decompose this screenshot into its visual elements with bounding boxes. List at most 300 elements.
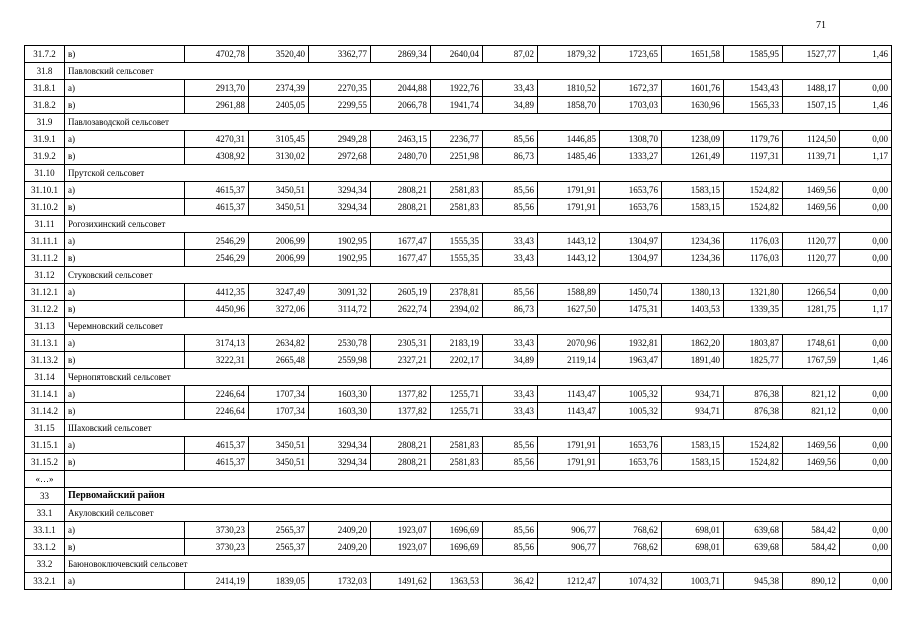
row-code: 31.12.1 [25,284,65,301]
row-code: 31.11 [25,216,65,233]
value-cell: 1791,91 [538,437,600,454]
value-cell: 1524,82 [724,437,783,454]
value-cell: 0,00 [840,199,892,216]
value-cell: 1176,03 [724,250,783,267]
table-row [25,216,892,233]
value-cell: 3272,06 [249,301,309,318]
value-cell: 1403,53 [662,301,724,318]
value-cell: 1603,30 [309,386,371,403]
value-cell: 85,56 [483,454,538,471]
value-cell: 1963,47 [600,352,662,369]
value-cell: 1176,03 [724,233,783,250]
table-row [25,267,892,284]
table-row [25,505,892,522]
value-cell: 1748,61 [783,335,840,352]
row-code: 31.7.2 [25,46,65,63]
row-code: 33.1 [25,505,65,522]
value-cell: 4308,92 [185,148,249,165]
value-cell: 2622,74 [371,301,431,318]
value-cell: 2119,14 [538,352,600,369]
value-cell: 890,12 [783,573,840,590]
table-row [25,369,892,386]
value-cell: 36,42 [483,573,538,590]
row-subtype: а) [65,182,185,199]
value-cell: 2581,83 [431,454,483,471]
value-cell: 85,56 [483,522,538,539]
value-cell: 2559,98 [309,352,371,369]
value-cell: 1862,20 [662,335,724,352]
value-cell: 1261,49 [662,148,724,165]
page-number: 71 [816,20,826,31]
value-cell: 2605,19 [371,284,431,301]
table-row [25,420,892,437]
value-cell: 2202,17 [431,352,483,369]
value-cell: 1524,82 [724,199,783,216]
section-title: Рогозихинский сельсовет [65,216,892,233]
value-cell: 1603,30 [309,403,371,420]
value-cell: 2808,21 [371,182,431,199]
value-cell: 2246,64 [185,386,249,403]
row-code: 33.1.1 [25,522,65,539]
value-cell: 1507,15 [783,97,840,114]
row-subtype: в) [65,403,185,420]
table-row [25,318,892,335]
value-cell: 2808,21 [371,437,431,454]
value-cell: 934,71 [662,403,724,420]
value-cell: 85,56 [483,199,538,216]
value-cell: 1234,36 [662,233,724,250]
value-cell: 2565,37 [249,522,309,539]
table-row [25,131,892,148]
value-cell: 2949,28 [309,131,371,148]
value-cell: 1333,27 [600,148,662,165]
value-cell: 821,12 [783,403,840,420]
row-subtype: а) [65,284,185,301]
value-cell: 639,68 [724,539,783,556]
table-row [25,539,892,556]
row-code: 31.14.1 [25,386,65,403]
row-subtype: в) [65,454,185,471]
value-cell: 0,00 [840,539,892,556]
row-subtype: а) [65,335,185,352]
row-code: 31.15.2 [25,454,65,471]
value-cell: 2480,70 [371,148,431,165]
value-cell: 0,00 [840,454,892,471]
value-cell: 0,00 [840,386,892,403]
value-cell: 1653,76 [600,437,662,454]
value-cell: 1234,36 [662,250,724,267]
value-cell: 1469,56 [783,182,840,199]
value-cell: 768,62 [600,539,662,556]
section-title: Павловский сельсовет [65,63,892,80]
value-cell: 2634,82 [249,335,309,352]
value-cell: 3450,51 [249,454,309,471]
value-cell: 2270,35 [309,80,371,97]
value-cell: 1791,91 [538,454,600,471]
value-cell: 876,38 [724,403,783,420]
value-cell: 1923,07 [371,522,431,539]
row-code: 31.15 [25,420,65,437]
value-cell: 1583,15 [662,182,724,199]
value-cell: 3130,02 [249,148,309,165]
value-cell: 2581,83 [431,182,483,199]
value-cell: 33,43 [483,335,538,352]
table-row [25,63,892,80]
value-cell: 1446,85 [538,131,600,148]
row-subtype: в) [65,199,185,216]
value-cell: 2409,20 [309,522,371,539]
value-cell: 3520,40 [249,46,309,63]
row-subtype: в) [65,539,185,556]
value-cell: 2869,34 [371,46,431,63]
value-cell: 2183,19 [431,335,483,352]
value-cell: 2006,99 [249,233,309,250]
value-cell: 1767,59 [783,352,840,369]
value-cell: 1238,09 [662,131,724,148]
value-cell: 2006,99 [249,250,309,267]
value-cell: 1703,03 [600,97,662,114]
value-cell: 2972,68 [309,148,371,165]
value-cell: 1524,82 [724,454,783,471]
row-code: 31.9.1 [25,131,65,148]
table-row [25,97,892,114]
value-cell: 1,46 [840,352,892,369]
value-cell: 1791,91 [538,199,600,216]
value-cell: 0,00 [840,131,892,148]
table-row [25,284,892,301]
table-row [25,199,892,216]
row-code: 31.10 [25,165,65,182]
value-cell: 1543,43 [724,80,783,97]
value-cell: 1527,77 [783,46,840,63]
table-row [25,165,892,182]
table-row [25,250,892,267]
row-code: 31.8.2 [25,97,65,114]
table-row [25,301,892,318]
value-cell: 1074,32 [600,573,662,590]
value-cell: 945,38 [724,573,783,590]
value-cell: 33,43 [483,250,538,267]
row-code: 31.14.2 [25,403,65,420]
section-title: Баюновоключевский сельсовет [65,556,892,573]
value-cell: 1005,32 [600,403,662,420]
value-cell: 1485,46 [538,148,600,165]
table-row [25,352,892,369]
value-cell: 1120,77 [783,250,840,267]
row-subtype: в) [65,97,185,114]
value-cell: 1488,17 [783,80,840,97]
value-cell: 4615,37 [185,182,249,199]
row-code: 31.15.1 [25,437,65,454]
table-row [25,148,892,165]
value-cell: 34,89 [483,352,538,369]
row-subtype: в) [65,250,185,267]
value-cell: 2640,04 [431,46,483,63]
value-cell: 1363,53 [431,573,483,590]
row-code: 31.13 [25,318,65,335]
row-code: 31.9 [25,114,65,131]
value-cell: 768,62 [600,522,662,539]
value-cell: 3114,72 [309,301,371,318]
value-cell: 2530,78 [309,335,371,352]
value-cell: 0,00 [840,250,892,267]
value-cell: 3450,51 [249,182,309,199]
value-cell: 584,42 [783,539,840,556]
value-cell: 1922,76 [431,80,483,97]
value-cell: 1120,77 [783,233,840,250]
value-cell: 1443,12 [538,250,600,267]
value-cell: 33,43 [483,386,538,403]
value-cell: 639,68 [724,522,783,539]
value-cell: 1653,76 [600,454,662,471]
value-cell: 0,00 [840,233,892,250]
value-cell: 3294,34 [309,454,371,471]
value-cell: 0,00 [840,403,892,420]
value-cell: 2327,21 [371,352,431,369]
value-cell: 1304,97 [600,250,662,267]
table-row [25,114,892,131]
value-cell: 2044,88 [371,80,431,97]
row-code: 31.11.2 [25,250,65,267]
value-cell: 698,01 [662,522,724,539]
value-cell: 1469,56 [783,437,840,454]
row-code: 31.12.2 [25,301,65,318]
value-cell: 2961,88 [185,97,249,114]
value-cell: 2665,48 [249,352,309,369]
row-code: 31.8 [25,63,65,80]
value-cell: 3294,34 [309,182,371,199]
row-code: «…» [25,471,65,488]
value-cell: 1443,12 [538,233,600,250]
value-cell: 934,71 [662,386,724,403]
value-cell: 906,77 [538,522,600,539]
row-code: 31.13.2 [25,352,65,369]
section-title: Стуковский сельсовет [65,267,892,284]
value-cell: 1723,65 [600,46,662,63]
value-cell: 33,43 [483,233,538,250]
row-code: 31.8.1 [25,80,65,97]
value-cell: 1,17 [840,301,892,318]
value-cell: 1627,50 [538,301,600,318]
table-row [25,46,892,63]
row-code: 33.1.2 [25,539,65,556]
value-cell: 1005,32 [600,386,662,403]
row-code: 31.14 [25,369,65,386]
value-cell: 1696,69 [431,522,483,539]
value-cell: 1839,05 [249,573,309,590]
row-subtype: а) [65,573,185,590]
table-row [25,80,892,97]
table-row [25,233,892,250]
value-cell: 3294,34 [309,437,371,454]
value-cell: 698,01 [662,539,724,556]
value-cell: 0,00 [840,522,892,539]
row-subtype: а) [65,437,185,454]
value-cell: 2066,78 [371,97,431,114]
row-subtype: в) [65,352,185,369]
value-cell: 2378,81 [431,284,483,301]
value-cell: 1923,07 [371,539,431,556]
value-cell: 34,89 [483,97,538,114]
value-cell: 0,00 [840,284,892,301]
value-cell: 1179,76 [724,131,783,148]
row-subtype: а) [65,522,185,539]
row-code: 31.12 [25,267,65,284]
value-cell: 4270,31 [185,131,249,148]
value-cell: 2236,77 [431,131,483,148]
value-cell: 2246,64 [185,403,249,420]
row-code: 31.10.2 [25,199,65,216]
value-cell: 2808,21 [371,454,431,471]
value-cell: 1308,70 [600,131,662,148]
value-cell: 1377,82 [371,386,431,403]
table-row [25,522,892,539]
value-cell: 2409,20 [309,539,371,556]
value-cell: 1879,32 [538,46,600,63]
value-cell: 1902,95 [309,233,371,250]
section-title: Акуловский сельсовет [65,505,892,522]
row-code: 31.13.1 [25,335,65,352]
row-subtype: в) [65,46,185,63]
row-code: 33 [25,488,65,505]
table-row [25,556,892,573]
value-cell: 1677,47 [371,250,431,267]
value-cell: 2565,37 [249,539,309,556]
district-title: Первомайский район [65,488,892,505]
value-cell: 1858,70 [538,97,600,114]
value-cell: 33,43 [483,80,538,97]
value-cell: 821,12 [783,386,840,403]
value-cell: 3091,32 [309,284,371,301]
value-cell: 1672,37 [600,80,662,97]
value-cell: 2808,21 [371,199,431,216]
value-cell: 1124,50 [783,131,840,148]
value-cell: 1,17 [840,148,892,165]
value-cell: 0,00 [840,80,892,97]
value-cell: 86,73 [483,148,538,165]
section-title: Павлозаводской сельсовет [65,114,892,131]
value-cell: 1266,54 [783,284,840,301]
value-cell: 1825,77 [724,352,783,369]
value-cell: 906,77 [538,539,600,556]
value-cell: 1583,15 [662,454,724,471]
value-cell: 1941,74 [431,97,483,114]
value-cell: 4615,37 [185,437,249,454]
value-cell: 2546,29 [185,250,249,267]
value-cell: 1255,71 [431,386,483,403]
value-cell: 1583,15 [662,437,724,454]
value-cell: 1585,95 [724,46,783,63]
section-title: Чернопятовский сельсовет [65,369,892,386]
row-code: 31.11.1 [25,233,65,250]
value-cell: 1,46 [840,97,892,114]
row-subtype: в) [65,301,185,318]
row-subtype: в) [65,148,185,165]
value-cell: 4702,78 [185,46,249,63]
value-cell: 85,56 [483,539,538,556]
section-title: Шаховский сельсовет [65,420,892,437]
tariff-table [24,45,892,590]
value-cell: 1653,76 [600,182,662,199]
table-row [25,386,892,403]
value-cell: 3362,77 [309,46,371,63]
value-cell: 3247,49 [249,284,309,301]
value-cell: 2913,70 [185,80,249,97]
table-row [25,488,892,505]
value-cell: 85,56 [483,182,538,199]
row-code: 33.2.1 [25,573,65,590]
table-row [25,182,892,199]
table-row [25,335,892,352]
table-row [25,471,892,488]
table-row [25,437,892,454]
value-cell: 2394,02 [431,301,483,318]
row-subtype: а) [65,131,185,148]
value-cell: 0,00 [840,335,892,352]
value-cell: 1,46 [840,46,892,63]
value-cell: 1696,69 [431,539,483,556]
value-cell: 2070,96 [538,335,600,352]
value-cell: 86,73 [483,301,538,318]
value-cell: 1469,56 [783,199,840,216]
value-cell: 2546,29 [185,233,249,250]
value-cell: 2581,83 [431,199,483,216]
value-cell: 1601,76 [662,80,724,97]
value-cell: 1803,87 [724,335,783,352]
value-cell: 2299,55 [309,97,371,114]
row-code: 33.2 [25,556,65,573]
value-cell: 1932,81 [600,335,662,352]
value-cell: 1677,47 [371,233,431,250]
value-cell: 85,56 [483,131,538,148]
value-cell: 0,00 [840,573,892,590]
value-cell: 1630,96 [662,97,724,114]
section-title: Прутской сельсовет [65,165,892,182]
value-cell: 1469,56 [783,454,840,471]
value-cell: 0,00 [840,182,892,199]
value-cell: 1565,33 [724,97,783,114]
value-cell: 1555,35 [431,250,483,267]
value-cell: 1583,15 [662,199,724,216]
value-cell: 3450,51 [249,199,309,216]
value-cell: 1588,89 [538,284,600,301]
value-cell: 3730,23 [185,522,249,539]
value-cell: 2581,83 [431,437,483,454]
table-row [25,454,892,471]
value-cell: 0,00 [840,437,892,454]
row-subtype: а) [65,233,185,250]
value-cell: 3222,31 [185,352,249,369]
value-cell: 1321,80 [724,284,783,301]
value-cell: 584,42 [783,522,840,539]
value-cell: 1281,75 [783,301,840,318]
value-cell: 1810,52 [538,80,600,97]
value-cell: 1377,82 [371,403,431,420]
row-code: 31.10.1 [25,182,65,199]
value-cell: 1491,62 [371,573,431,590]
value-cell: 4615,37 [185,454,249,471]
value-cell: 1651,58 [662,46,724,63]
value-cell: 1143,47 [538,403,600,420]
value-cell: 1891,40 [662,352,724,369]
value-cell: 1255,71 [431,403,483,420]
value-cell: 3105,45 [249,131,309,148]
value-cell: 1212,47 [538,573,600,590]
value-cell: 4412,35 [185,284,249,301]
value-cell: 4450,96 [185,301,249,318]
value-cell: 1304,97 [600,233,662,250]
value-cell: 87,02 [483,46,538,63]
